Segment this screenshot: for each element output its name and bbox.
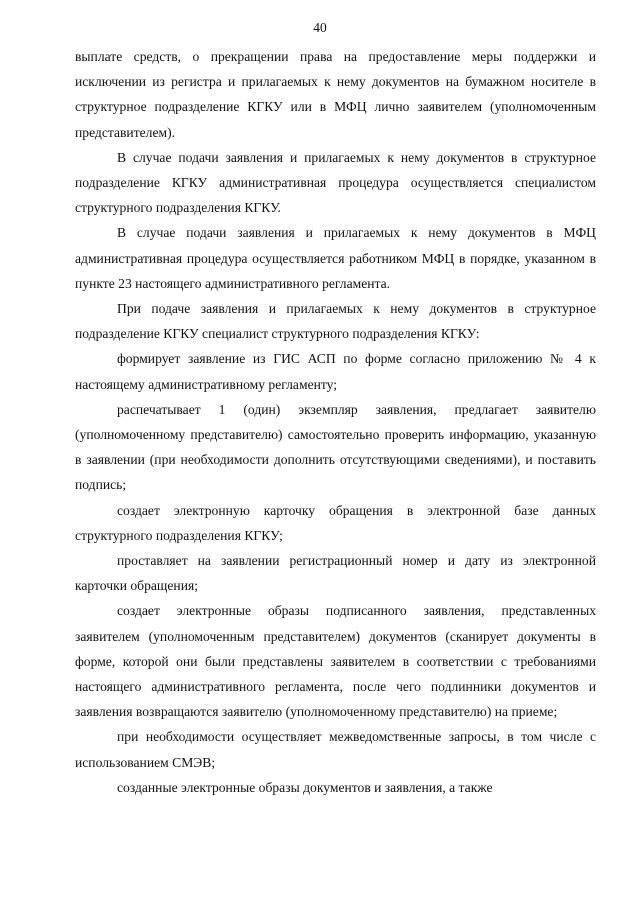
- page-number: 40: [313, 20, 327, 35]
- list-item: созданные электронные образы документов и заявления, а также: [117, 779, 493, 795]
- list-item: создает электронные образы подписанного заявления, представленных заявителем (уполномоченным представителем) документов (сканирует документы в форме, которой они были представлены заявителем в соответствии с требованиями настоящего административного регламента, после чего подлинники документов и заявления возвращаются заявителю (уполномоченному представителю) на приеме;: [75, 603, 596, 720]
- document-body: [75, 44, 596, 800]
- paragraph: В случае подачи заявления и прилагаемых к нему документов в МФЦ административная процедура осуществляется работником МФЦ в порядке, указанном в пункте 23 настоящего административного регламента.: [75, 225, 596, 291]
- list-item: формирует заявление из ГИС АСП по форме согласно приложению № 4 к настоящему административному регламенту;: [75, 351, 596, 392]
- list-item: при необходимости осуществляет межведомственные запросы, в том числе с использованием СМЭВ;: [75, 729, 596, 770]
- list-item: проставляет на заявлении регистрационный номер и дату из электронной карточки обращения;: [75, 553, 596, 594]
- list-item: распечатывает 1 (один) экземпляр заявления, предлагает заявителю (уполномоченному представителю) самостоятельно проверить информацию, указанную в заявлении (при необходимости дополнить отсутствующими сведениями), и поставить подпись;: [75, 401, 596, 493]
- paragraph-continuation: выплате средств, о прекращении права на предоставление меры поддержки и исключении из регистра и прилагаемых к нему документов на бумажном носителе в структурное подразделение КГКУ или в МФЦ лично заявителем (уполномоченным представителем).: [75, 49, 596, 140]
- paragraph: При подаче заявления и прилагаемых к нему документов в структурное подразделение КГКУ специалист структурного подразделения КГКУ:: [75, 301, 596, 342]
- list-item: создает электронную карточку обращения в электронной базе данных структурного подразделения КГКУ;: [75, 502, 596, 543]
- paragraph: В случае подачи заявления и прилагаемых к нему документов в структурное подразделение КГКУ административная процедура осуществляется специалистом структурного подразделения КГКУ.: [75, 149, 596, 216]
